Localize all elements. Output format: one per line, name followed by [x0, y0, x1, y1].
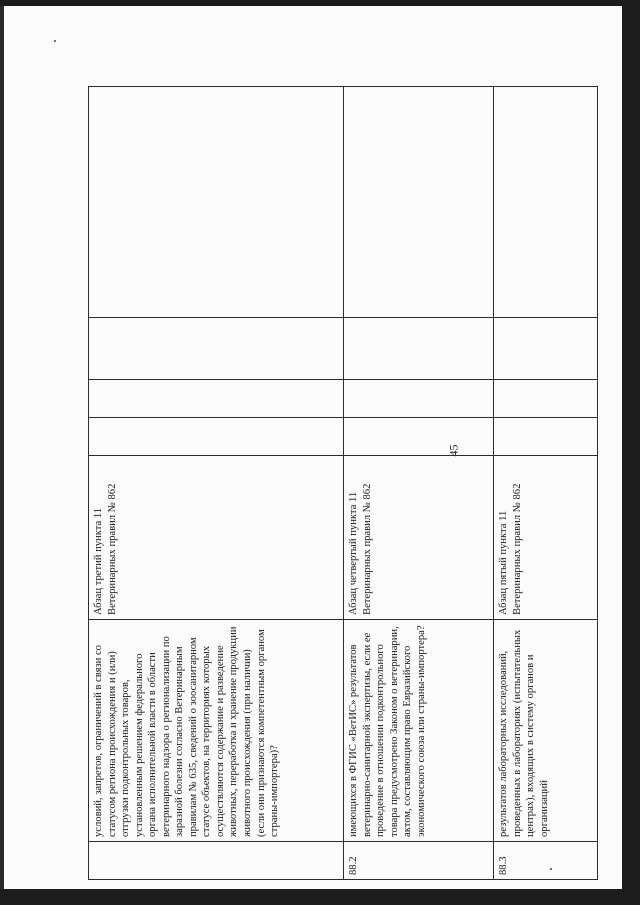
rotated-table-wrapper — [88, 87, 576, 880]
legal-reference: Абзац пятый пункта 11 Ветеринарных правил № 862 — [494, 456, 598, 620]
answer-cell-no — [344, 380, 494, 418]
scan-edge-bottom — [0, 889, 640, 905]
scan-edge-left — [0, 0, 4, 905]
answer-cell-na — [494, 318, 598, 380]
notes-cell — [344, 87, 494, 318]
answer-cell-na — [89, 318, 344, 380]
page-number: 45 — [446, 444, 461, 457]
table-row — [344, 87, 494, 880]
notes-cell — [89, 87, 344, 318]
item-number — [89, 842, 344, 880]
table-row — [89, 87, 344, 880]
scan-speck — [54, 40, 56, 42]
item-number: 88.3 — [494, 842, 598, 880]
checklist-table — [88, 86, 598, 880]
requirement-text: имеющихся в ФГИС «ВетИС» результатов ветеринарно-санитарной экспертизы, если ее проведение в отношении подконтрольного товара предусмотрено Законом о ветеринарии, актом, составляющим право Евразийского экономического союза или страны-импортера? — [344, 620, 494, 842]
item-number: 88.2 — [344, 842, 494, 880]
answer-cell-na — [344, 318, 494, 380]
scan-edge-right — [622, 0, 640, 905]
legal-reference: Абзац четвертый пункта 11 Ветеринарных правил № 862 — [344, 456, 494, 620]
answer-cell-no — [494, 380, 598, 418]
notes-cell — [494, 87, 598, 318]
requirement-text: условий, запретов, ограничений в связи со статусом региона происхождения и (или) отгрузки подконтрольных товаров, установленным решением федерального органа исполнительной власти в области ветеринарного надзора о регионализации по заразной болезни согласно Ветеринарным правилам № 635, сведений о зоосанитарном статусе объектов, на территориях которых осуществляются содержание и разведение животных, переработка и хранение продукции животного происхождения (при наличии) (если они признаются компетентным органом страны-импортера)? — [89, 620, 344, 842]
answer-cell-yes — [89, 418, 344, 456]
answer-cell-yes — [344, 418, 494, 456]
requirement-text: результатов лабораторных исследований, проведенных в лабораториях (испытательных центрах), входящих в систему органов и организаций — [494, 620, 598, 842]
answer-cell-no — [89, 380, 344, 418]
legal-reference: Абзац третий пункта 11 Ветеринарных правил № 862 — [89, 456, 344, 620]
scan-edge-top — [0, 0, 640, 6]
answer-cell-yes — [494, 418, 598, 456]
table-row — [494, 87, 598, 880]
